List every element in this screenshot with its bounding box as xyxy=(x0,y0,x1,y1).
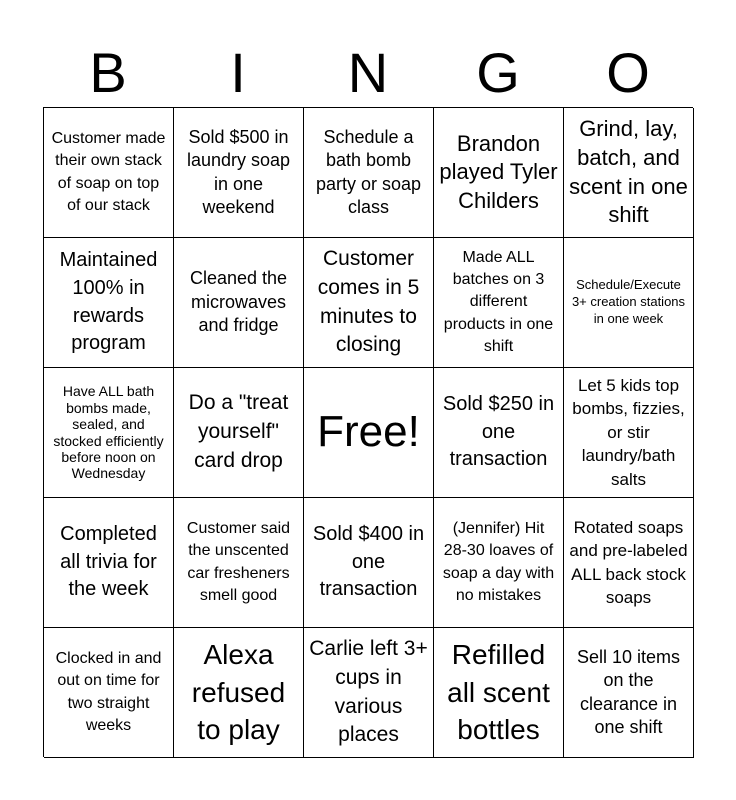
header-letter-i: I xyxy=(230,41,246,104)
bingo-cell: Grind, lay, batch, and scent in one shift xyxy=(564,108,694,238)
bingo-cell: Schedule a bath bomb party or soap class xyxy=(304,108,434,238)
bingo-cell: (Jennifer) Hit 28-30 loaves of soap a day with no mistakes xyxy=(434,498,564,628)
bingo-cell: Made ALL batches on 3 different products in one shift xyxy=(434,238,564,368)
bingo-cell: Sold $250 in one transaction xyxy=(434,368,564,498)
header-letter-g: G xyxy=(476,41,520,104)
bingo-cell: Rotated soaps and pre-labeled ALL back stock soaps xyxy=(564,498,694,628)
bingo-cell: Clocked in and out on time for two straight weeks xyxy=(44,628,174,758)
header-letter-n: N xyxy=(347,41,389,104)
bingo-cell: Customer made their own stack of soap on top of our stack xyxy=(44,108,174,238)
bingo-cell: Brandon played Tyler Childers xyxy=(434,108,564,238)
bingo-cell: Sell 10 items on the clearance in one shift xyxy=(564,628,694,758)
bingo-cell: Have ALL bath bombs made, sealed, and stocked efficiently before noon on Wednesday xyxy=(44,368,174,498)
bingo-cell: Cleaned the microwaves and fridge xyxy=(174,238,304,368)
bingo-cell: Sold $400 in one transaction xyxy=(304,498,434,628)
bingo-cell: Do a "treat yourself" card drop xyxy=(174,368,304,498)
bingo-cell: Sold $500 in laundry soap in one weekend xyxy=(174,108,304,238)
bingo-cell: Schedule/Execute 3+ creation stations in one week xyxy=(564,238,694,368)
bingo-cell: Carlie left 3+ cups in various places xyxy=(304,628,434,758)
bingo-cell: Refilled all scent bottles xyxy=(434,628,564,758)
header-letter-o: O xyxy=(606,41,650,104)
bingo-cell: Customer comes in 5 minutes to closing xyxy=(304,238,434,368)
free-space: Free! xyxy=(304,368,434,498)
bingo-cell: Maintained 100% in rewards program xyxy=(44,238,174,368)
bingo-cell: Alexa refused to play xyxy=(174,628,304,758)
bingo-cell: Let 5 kids top bombs, fizzies, or stir laundry/bath salts xyxy=(564,368,694,498)
header-letter-b: B xyxy=(89,41,127,104)
bingo-cell: Customer said the unscented car fresheners smell good xyxy=(174,498,304,628)
bingo-cell: Completed all trivia for the week xyxy=(44,498,174,628)
bingo-board xyxy=(43,107,693,757)
bingo-header xyxy=(43,40,693,106)
